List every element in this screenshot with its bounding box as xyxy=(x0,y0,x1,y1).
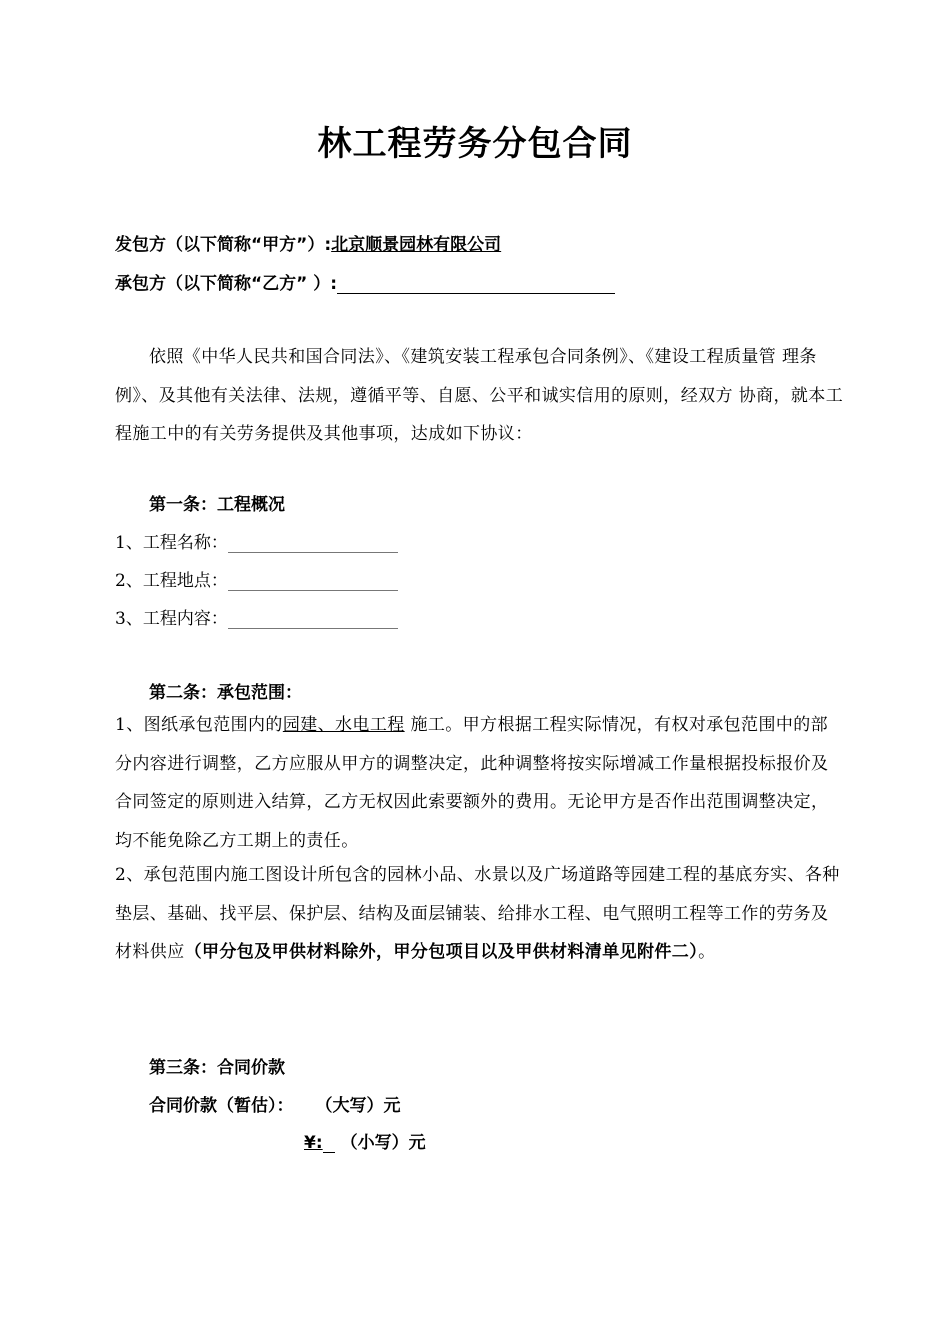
project-content-label: 3、工程内容： xyxy=(115,609,228,629)
scope-text-before: 1、图纸承包范围内的 xyxy=(115,715,283,735)
preamble-paragraph: 依照《中华人民共和国合同法》、《建筑安装工程承包合同条例》、《建设工程质量管 理条例》、及其他有关法律、法规，遵循平等、自愿、公平和诚实信用的原则，经双方 协商，就本工程施工中的有关劳务提供及其他事项，达成如下协议： xyxy=(115,347,844,444)
scope-p2-end: 。 xyxy=(698,942,716,962)
page-title: 林工程劳务分包合同 xyxy=(317,124,633,164)
price-capital: （大写）元 xyxy=(315,1096,401,1116)
contract-price-row xyxy=(149,1091,401,1116)
scope-underlined-works: 园建、水电工程 xyxy=(282,715,405,735)
project-name-field[interactable] xyxy=(228,535,398,553)
project-location-row xyxy=(115,566,398,591)
project-name-row xyxy=(115,528,398,553)
yen-symbol: ¥: xyxy=(304,1133,323,1153)
party-b-label: 承包方（以下简称“乙方” ）: xyxy=(115,274,338,294)
scope-text-after: 施工。甲方根据工程实际情况，有权对承包范围中的部分内容进行调整，乙方应服从甲方的调整决定，此种调整将按实际增减工作量根据投标报价及合同签定的原则进入结算，乙方无权因此索要额外的费用。无论甲方是否作出范围调整决定，均不能免除乙方工期上的责任。 xyxy=(115,715,829,851)
scope-p2-bold: （甲分包及甲供材料除外，甲分包项目以及甲供材料清单见附件二） xyxy=(184,942,699,962)
project-name-label: 1、工程名称： xyxy=(115,533,228,553)
price-small: （小写）元 xyxy=(340,1133,426,1153)
party-b-blank[interactable] xyxy=(337,275,615,294)
article2-paragraph-2 xyxy=(115,856,845,972)
project-content-field[interactable] xyxy=(228,611,398,629)
project-location-field[interactable] xyxy=(228,573,398,591)
article2-paragraph-1 xyxy=(115,706,845,860)
project-content-row xyxy=(115,604,398,629)
party-a-line xyxy=(115,230,501,255)
party-a-name: 北京顺景园林有限公司 xyxy=(331,235,502,255)
scope-p2-normal: 2、承包范围内施工图设计所包含的园林小品、水景以及广场道路等园建工程的基底夯实、各种垫层、基础、找平层、保护层、结构及面层铺装、给排水工程、电气照明工程等工作的劳务及材料供应 xyxy=(115,865,840,962)
article3-heading: 第三条：合同价款 xyxy=(149,1058,285,1078)
price-small-row xyxy=(304,1128,426,1153)
contract-price-label: 合同价款（暂估）： xyxy=(149,1096,294,1116)
party-b-line xyxy=(115,269,615,294)
article1-heading: 第一条：工程概况 xyxy=(149,495,285,515)
party-a-label: 发包方（以下简称“甲方”）: xyxy=(115,235,332,255)
article2-heading: 第二条：承包范围： xyxy=(149,683,302,703)
project-location-label: 2、工程地点： xyxy=(115,571,228,591)
